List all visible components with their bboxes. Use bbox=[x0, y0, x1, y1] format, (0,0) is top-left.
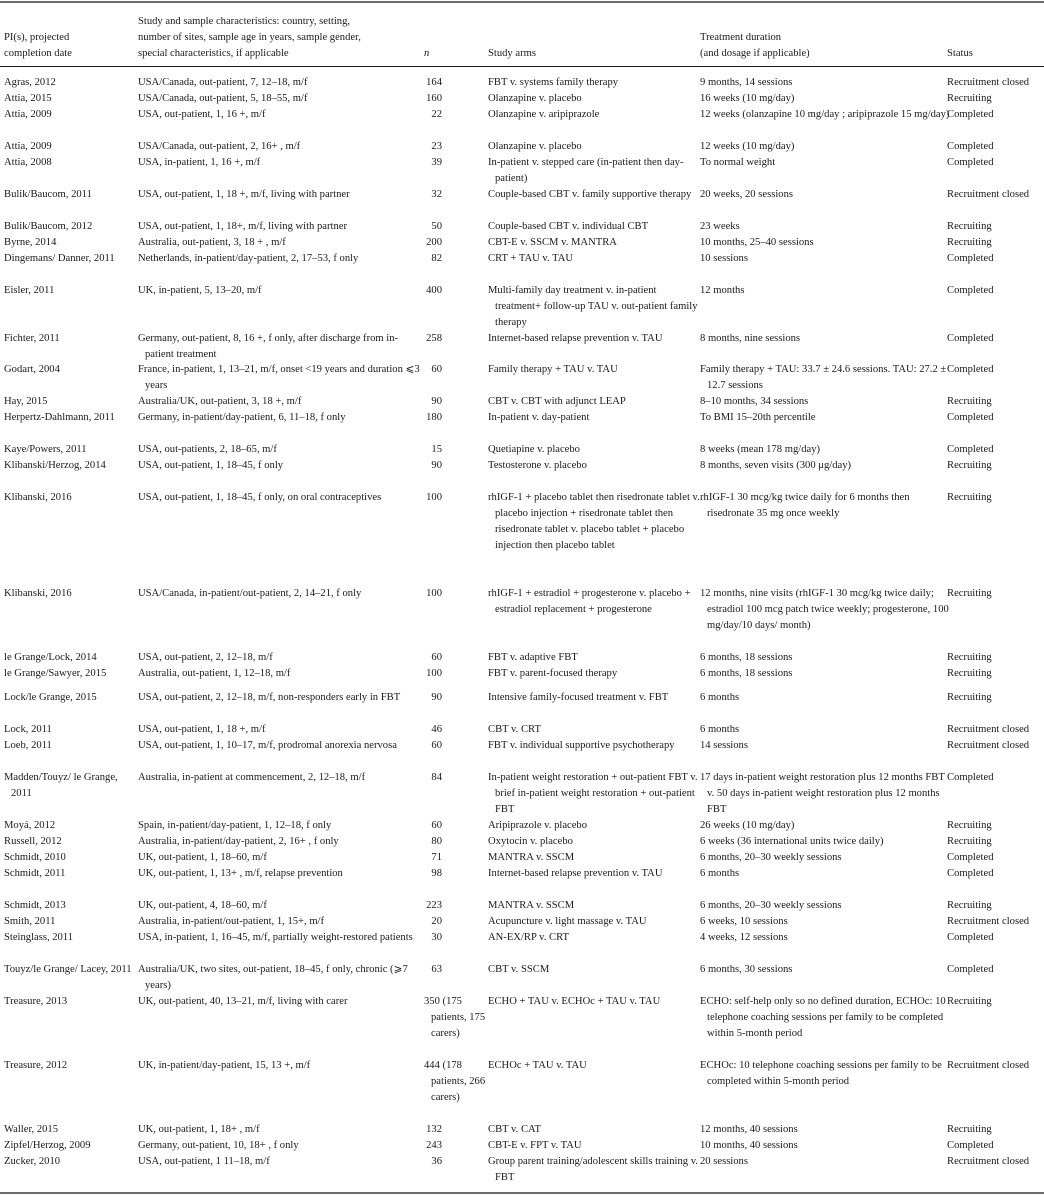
cell-n: 39 bbox=[431, 157, 442, 168]
table-header-rule bbox=[0, 66, 1044, 67]
cell-pi: Bulik/Baucom, 2012 bbox=[4, 221, 93, 232]
cell-status: Completed bbox=[947, 253, 994, 264]
header-arms bbox=[488, 6, 693, 62]
cell-arms: FBT v. individual supportive psychotherapy bbox=[488, 740, 675, 751]
cell-arms: MANTRA v. SSCM bbox=[488, 900, 575, 911]
cell-duration: 9 months, 14 sessions bbox=[700, 77, 793, 88]
cell-study: Australia, out-patient, 3, 18 + , m/f bbox=[138, 237, 286, 248]
cell-pi: Steinglass, 2011 bbox=[4, 932, 74, 943]
cell-duration: 10 months, 25–40 sessions bbox=[700, 237, 814, 248]
cell-study: USA, out-patients, 2, 18–65, m/f bbox=[138, 444, 277, 455]
cell-arms: Internet-based relapse prevention v. TAU bbox=[488, 868, 663, 879]
cell-duration: To BMI 15–20th percentile bbox=[700, 412, 816, 423]
cell-arms: FBT v. systems family therapy bbox=[488, 77, 619, 88]
cell-arms: ECHOc + TAU v. TAU bbox=[488, 1060, 587, 1071]
cell-arms: CBT v. CBT with adjunct LEAP bbox=[488, 396, 626, 407]
cell-n: 15 bbox=[431, 444, 442, 455]
cell-arms: Family therapy + TAU v. TAU bbox=[488, 364, 618, 375]
cell-pi: Moyá, 2012 bbox=[4, 820, 56, 831]
cell-study: USA, out-patient, 1, 18–45, f only bbox=[138, 460, 284, 471]
cell-duration: 6 months, 20–30 weekly sessions bbox=[700, 852, 842, 863]
cell-status: Recruitment closed bbox=[947, 724, 1030, 735]
cell-status: Completed bbox=[947, 364, 994, 375]
cell-duration: rhIGF-1 30 mcg/kg twice daily for 6 months then risedronate 35 mg once weekly bbox=[700, 492, 910, 519]
cell-status: Recruiting bbox=[947, 900, 992, 911]
cell-n: 22 bbox=[431, 109, 442, 120]
cell-arms: Intensive family-focused treatment v. FBT bbox=[488, 692, 669, 703]
cell-n: 100 bbox=[426, 492, 442, 503]
cell-n: 32 bbox=[431, 189, 442, 200]
cell-duration: 6 months, 30 sessions bbox=[700, 964, 793, 975]
header-arms-label: Study arms bbox=[488, 48, 536, 60]
cell-pi: Attia, 2009 bbox=[4, 109, 52, 120]
cell-study: USA, out-patient, 1 11–18, m/f bbox=[138, 1156, 270, 1167]
cell-duration: 6 months bbox=[700, 692, 740, 703]
cell-n: 258 bbox=[426, 333, 442, 344]
cell-arms: Oxytocin v. placebo bbox=[488, 836, 573, 847]
cell-pi: le Grange/Lock, 2014 bbox=[4, 652, 97, 663]
cell-duration: 12 weeks (10 mg/day) bbox=[700, 141, 795, 152]
cell-arms: CRT + TAU v. TAU bbox=[488, 253, 574, 264]
cell-n: 90 bbox=[431, 460, 442, 471]
cell-arms: Testosterone v. placebo bbox=[488, 460, 587, 471]
cell-arms: CBT v. CAT bbox=[488, 1124, 541, 1135]
cell-duration: 17 days in-patient weight restoration plus 12 months FBT v. 50 days in-patient weight restoration plus 12 months FBT bbox=[700, 772, 945, 815]
cell-status: Recruiting bbox=[947, 93, 992, 104]
cell-n: 90 bbox=[431, 692, 442, 703]
cell-n: 90 bbox=[431, 396, 442, 407]
header-study-line-1: Study and sample characteristics: country, setting, bbox=[138, 16, 351, 28]
cell-n: 100 bbox=[426, 668, 442, 679]
cell-duration: To normal weight bbox=[700, 157, 776, 168]
cell-pi: le Grange/Sawyer, 2015 bbox=[4, 668, 107, 679]
cell-n: 82 bbox=[431, 253, 442, 264]
cell-study: USA, out-patient, 1, 18+, m/f, living with partner bbox=[138, 221, 347, 232]
cell-n: 444 (178 patients, 266 carers) bbox=[424, 1060, 486, 1103]
cell-n: 180 bbox=[426, 412, 442, 423]
cell-study: Germany, out-patient, 8, 16 +, f only, after discharge from in-patient treatment bbox=[138, 333, 399, 360]
cell-status: Completed bbox=[947, 412, 994, 423]
cell-pi: Zipfel/Herzog, 2009 bbox=[4, 1140, 91, 1151]
cell-n: 132 bbox=[426, 1124, 442, 1135]
cell-study: UK, in-patient/day-patient, 15, 13 +, m/f bbox=[138, 1060, 311, 1071]
cell-arms: Olanzapine v. placebo bbox=[488, 93, 582, 104]
cell-n: 80 bbox=[431, 836, 442, 847]
cell-study: USA/Canada, in-patient/out-patient, 2, 14–21, f only bbox=[138, 588, 362, 599]
cell-study: USA, out-patient, 1, 18 +, m/f bbox=[138, 724, 266, 735]
cell-status: Recruiting bbox=[947, 836, 992, 847]
cell-arms: Quetiapine v. placebo bbox=[488, 444, 580, 455]
cell-status: Completed bbox=[947, 285, 994, 296]
header-duration-line-1: Treatment duration bbox=[700, 32, 782, 44]
cell-study: France, in-patient, 1, 13–21, m/f, onset <19 years and duration ⩽3 years bbox=[138, 364, 420, 391]
cell-study: USA, out-patient, 2, 12–18, m/f bbox=[138, 652, 273, 663]
cell-arms: In-patient weight restoration + out-patient FBT v. brief in-patient weight restoration + out-patient FBT bbox=[488, 772, 698, 815]
cell-n: 400 bbox=[426, 285, 442, 296]
cell-study: USA, in-patient, 1, 16–45, m/f, partially weight-restored patients bbox=[138, 932, 413, 943]
cell-pi: Zucker, 2010 bbox=[4, 1156, 61, 1167]
cell-pi: Bulik/Baucom, 2011 bbox=[4, 189, 92, 200]
cell-study: USA, out-patient, 2, 12–18, m/f, non-responders early in FBT bbox=[138, 692, 401, 703]
cell-n: 84 bbox=[431, 772, 442, 783]
cell-arms: CBT v. CRT bbox=[488, 724, 541, 735]
cell-n: 164 bbox=[426, 77, 442, 88]
cell-n: 98 bbox=[431, 868, 442, 879]
cell-status: Completed bbox=[947, 333, 994, 344]
cell-n: 63 bbox=[431, 964, 442, 975]
cell-status: Recruiting bbox=[947, 692, 992, 703]
cell-study: Spain, in-patient/day-patient, 1, 12–18, f only bbox=[138, 820, 332, 831]
cell-pi: Smith, 2011 bbox=[4, 916, 56, 927]
cell-n: 50 bbox=[431, 221, 442, 232]
cell-duration: 12 months, 40 sessions bbox=[700, 1124, 798, 1135]
table-bottom-rule bbox=[0, 1192, 1044, 1194]
cell-pi: Attia, 2009 bbox=[4, 141, 52, 152]
cell-duration: 12 months bbox=[700, 285, 745, 296]
cell-pi: Klibanski/Herzog, 2014 bbox=[4, 460, 106, 471]
cell-status: Completed bbox=[947, 1140, 994, 1151]
cell-study: Australia/UK, two sites, out-patient, 18–45, f only, chronic (⩾7 years) bbox=[138, 964, 408, 991]
cell-status: Completed bbox=[947, 932, 994, 943]
cell-study: UK, in-patient, 5, 13–20, m/f bbox=[138, 285, 262, 296]
cell-duration: 12 months, nine visits (rhIGF-1 30 mcg/kg twice daily; estradiol 100 mcg patch twice weekly; progesterone, 100 mg/day/10 days/ month) bbox=[700, 588, 949, 631]
cell-duration: 16 weeks (10 mg/day) bbox=[700, 93, 795, 104]
cell-status: Recruitment closed bbox=[947, 189, 1030, 200]
cell-status: Recruiting bbox=[947, 1124, 992, 1135]
cell-pi: Agras, 2012 bbox=[4, 77, 56, 88]
cell-study: Netherlands, in-patient/day-patient, 2, 17–53, f only bbox=[138, 253, 359, 264]
cell-pi: Dingemans/ Danner, 2011 bbox=[4, 253, 115, 264]
cell-arms: Internet-based relapse prevention v. TAU bbox=[488, 333, 663, 344]
cell-n: 30 bbox=[431, 932, 442, 943]
cell-pi: Schmidt, 2010 bbox=[4, 852, 66, 863]
cell-duration: 6 months, 18 sessions bbox=[700, 668, 793, 679]
cell-status: Completed bbox=[947, 157, 994, 168]
header-pi-line-1: PI(s), projected bbox=[4, 32, 70, 44]
cell-study: USA, in-patient, 1, 16 +, m/f bbox=[138, 157, 261, 168]
header-n-label: n bbox=[424, 48, 430, 60]
cell-status: Recruiting bbox=[947, 396, 992, 407]
cell-duration: 8–10 months, 34 sessions bbox=[700, 396, 809, 407]
cell-pi: Lock, 2011 bbox=[4, 724, 52, 735]
cell-duration: 26 weeks (10 mg/day) bbox=[700, 820, 795, 831]
cell-study: Australia/UK, out-patient, 3, 18 +, m/f bbox=[138, 396, 302, 407]
cell-study: Germany, in-patient/day-patient, 6, 11–18, f only bbox=[138, 412, 346, 423]
cell-study: Australia, in-patient/day-patient, 2, 16+ , f only bbox=[138, 836, 339, 847]
cell-study: USA/Canada, out-patient, 5, 18–55, m/f bbox=[138, 93, 308, 104]
header-study-line-2: number of sites, sample age in years, sample gender, bbox=[138, 32, 361, 44]
cell-status: Completed bbox=[947, 141, 994, 152]
cell-status: Recruiting bbox=[947, 588, 992, 599]
cell-duration: 8 months, nine sessions bbox=[700, 333, 801, 344]
header-duration-line-2: (and dosage if applicable) bbox=[700, 48, 810, 60]
cell-status: Recruiting bbox=[947, 237, 992, 248]
header-study bbox=[138, 6, 438, 62]
cell-status: Recruiting bbox=[947, 221, 992, 232]
cell-pi: Klibanski, 2016 bbox=[4, 588, 72, 599]
cell-status: Recruitment closed bbox=[947, 1156, 1030, 1167]
cell-n: 60 bbox=[431, 740, 442, 751]
cell-n: 20 bbox=[431, 916, 442, 927]
cell-status: Recruitment closed bbox=[947, 77, 1030, 88]
cell-arms: Couple-based CBT v. family supportive therapy bbox=[488, 189, 692, 200]
cell-duration: 14 sessions bbox=[700, 740, 748, 751]
cell-study: Australia, in-patient/out-patient, 1, 15+, m/f bbox=[138, 916, 325, 927]
cell-pi: Attia, 2008 bbox=[4, 157, 52, 168]
cell-status: Completed bbox=[947, 964, 994, 975]
cell-pi: Waller, 2015 bbox=[4, 1124, 59, 1135]
cell-status: Recruiting bbox=[947, 460, 992, 471]
cell-pi: Russell, 2012 bbox=[4, 836, 62, 847]
cell-n: 223 bbox=[426, 900, 442, 911]
cell-pi: Byrne, 2014 bbox=[4, 237, 57, 248]
header-status-label: Status bbox=[947, 48, 973, 60]
header-duration bbox=[700, 6, 945, 62]
cell-pi: Attia, 2015 bbox=[4, 93, 52, 104]
cell-status: Completed bbox=[947, 852, 994, 863]
cell-arms: ECHO + TAU v. ECHOc + TAU v. TAU bbox=[488, 996, 661, 1007]
cell-status: Completed bbox=[947, 868, 994, 879]
cell-duration: 10 sessions bbox=[700, 253, 748, 264]
cell-duration: 6 months bbox=[700, 724, 740, 735]
cell-duration: 8 weeks (mean 178 mg/day) bbox=[700, 444, 821, 455]
cell-arms: Couple-based CBT v. individual CBT bbox=[488, 221, 649, 232]
cell-n: 46 bbox=[431, 724, 442, 735]
cell-pi: Schmidt, 2011 bbox=[4, 868, 66, 879]
cell-study: UK, out-patient, 1, 13+ , m/f, relapse prevention bbox=[138, 868, 343, 879]
cell-pi: Kaye/Powers, 2011 bbox=[4, 444, 87, 455]
cell-arms: Olanzapine v. placebo bbox=[488, 141, 582, 152]
cell-arms: CBT-E v. FPT v. TAU bbox=[488, 1140, 582, 1151]
cell-duration: 6 months, 20–30 weekly sessions bbox=[700, 900, 842, 911]
cell-n: 36 bbox=[431, 1156, 442, 1167]
cell-arms: FBT v. parent-focused therapy bbox=[488, 668, 618, 679]
header-n bbox=[424, 6, 454, 62]
cell-arms: rhIGF-1 + estradiol + progesterone v. placebo + estradiol replacement + progesterone bbox=[488, 588, 691, 615]
cell-study: UK, out-patient, 1, 18–60, m/f bbox=[138, 852, 267, 863]
cell-duration: ECHO: self-help only so no defined duration, ECHOc: 10 telephone coaching sessions per family to be completed within 5-month period bbox=[700, 996, 946, 1039]
cell-status: Recruiting bbox=[947, 996, 992, 1007]
cell-pi: Treasure, 2012 bbox=[4, 1060, 68, 1071]
cell-study: USA/Canada, out-patient, 2, 16+ , m/f bbox=[138, 141, 301, 152]
cell-arms: CBT-E v. SSCM v. MANTRA bbox=[488, 237, 617, 248]
cell-n: 60 bbox=[431, 652, 442, 663]
cell-arms: Olanzapine v. aripiprazole bbox=[488, 109, 600, 120]
cell-duration: 6 months, 18 sessions bbox=[700, 652, 793, 663]
cell-duration: 10 months, 40 sessions bbox=[700, 1140, 798, 1151]
cell-n: 71 bbox=[431, 852, 442, 863]
cell-n: 60 bbox=[431, 820, 442, 831]
cell-pi: Madden/Touyz/ le Grange, 2011 bbox=[4, 772, 118, 799]
cell-study: USA, out-patient, 1, 18–45, f only, on oral contraceptives bbox=[138, 492, 382, 503]
cell-status: Recruiting bbox=[947, 652, 992, 663]
header-status bbox=[947, 6, 1044, 62]
cell-status: Completed bbox=[947, 109, 994, 120]
cell-study: USA, out-patient, 1, 10–17, m/f, prodromal anorexia nervosa bbox=[138, 740, 397, 751]
cell-arms: Acupuncture v. light massage v. TAU bbox=[488, 916, 647, 927]
cell-duration: 6 weeks, 10 sessions bbox=[700, 916, 788, 927]
cell-pi: Fichter, 2011 bbox=[4, 333, 60, 344]
cell-status: Recruitment closed bbox=[947, 740, 1030, 751]
cell-n: 23 bbox=[431, 141, 442, 152]
cell-pi: Lock/le Grange, 2015 bbox=[4, 692, 97, 703]
cell-duration: 6 months bbox=[700, 868, 740, 879]
cell-status: Completed bbox=[947, 772, 994, 783]
cell-arms: Multi-family day treatment v. in-patient treatment+ follow-up TAU v. out-patient family therapy bbox=[488, 285, 698, 328]
cell-arms: Aripiprazole v. placebo bbox=[488, 820, 588, 831]
cell-arms: rhIGF-1 + placebo tablet then risedronate tablet v. placebo injection + risedronate tablet then risedronate tablet v. placebo tablet + placebo injection then placebo tablet bbox=[488, 492, 700, 551]
cell-pi: Hay, 2015 bbox=[4, 396, 48, 407]
cell-arms: In-patient v. stepped care (in-patient then day-patient) bbox=[488, 157, 684, 184]
header-study-line-3: special characteristics, if applicable bbox=[138, 48, 289, 60]
cell-pi: Touyz/le Grange/ Lacey, 2011 bbox=[4, 964, 132, 975]
cell-duration: 20 sessions bbox=[700, 1156, 748, 1167]
cell-duration: ECHOc: 10 telephone coaching sessions per family to be completed within 5-month period bbox=[700, 1060, 942, 1087]
cell-duration: 4 weeks, 12 sessions bbox=[700, 932, 788, 943]
cell-study: UK, out-patient, 40, 13–21, m/f, living with carer bbox=[138, 996, 348, 1007]
cell-duration: Family therapy + TAU: 33.7 ± 24.6 sessions. TAU: 27.2 ± 12.7 sessions bbox=[700, 364, 947, 391]
cell-status: Completed bbox=[947, 444, 994, 455]
cell-study: UK, out-patient, 1, 18+ , m/f bbox=[138, 1124, 260, 1135]
cell-pi: Godart, 2004 bbox=[4, 364, 60, 375]
cell-n: 200 bbox=[426, 237, 442, 248]
cell-arms: AN-EX/RP v. CRT bbox=[488, 932, 569, 943]
cell-duration: 12 weeks (olanzapine 10 mg/day ; aripiprazole 15 mg/day) bbox=[700, 109, 950, 120]
cell-n: 160 bbox=[426, 93, 442, 104]
cell-duration: 8 months, seven visits (300 μg/day) bbox=[700, 460, 852, 471]
cell-pi: Herpertz-Dahlmann, 2011 bbox=[4, 412, 115, 423]
cell-study: Germany, out-patient, 10, 18+ , f only bbox=[138, 1140, 299, 1151]
cell-study: USA, out-patient, 1, 18 +, m/f, living with partner bbox=[138, 189, 350, 200]
cell-arms: CBT v. SSCM bbox=[488, 964, 550, 975]
cell-n: 60 bbox=[431, 364, 442, 375]
cell-status: Recruiting bbox=[947, 668, 992, 679]
cell-study: UK, out-patient, 4, 18–60, m/f bbox=[138, 900, 267, 911]
cell-n: 100 bbox=[426, 588, 442, 599]
cell-duration: 23 weeks bbox=[700, 221, 740, 232]
cell-duration: 20 weeks, 20 sessions bbox=[700, 189, 793, 200]
cell-study: Australia, in-patient at commencement, 2, 12–18, m/f bbox=[138, 772, 366, 783]
cell-arms: In-patient v. day-patient bbox=[488, 412, 590, 423]
header-pi-line-2: completion date bbox=[4, 48, 72, 60]
cell-status: Recruitment closed bbox=[947, 1060, 1030, 1071]
cell-arms: MANTRA v. SSCM bbox=[488, 852, 575, 863]
table-top-rule bbox=[0, 1, 1044, 3]
cell-status: Recruiting bbox=[947, 492, 992, 503]
cell-status: Recruiting bbox=[947, 820, 992, 831]
cell-duration: 6 weeks (36 international units twice daily) bbox=[700, 836, 884, 847]
cell-arms: FBT v. adaptive FBT bbox=[488, 652, 578, 663]
cell-pi: Eisler, 2011 bbox=[4, 285, 55, 296]
cell-study: Australia, out-patient, 1, 12–18, m/f bbox=[138, 668, 291, 679]
cell-n: 243 bbox=[426, 1140, 442, 1151]
cell-study: USA/Canada, out-patient, 7, 12–18, m/f bbox=[138, 77, 308, 88]
cell-pi: Treasure, 2013 bbox=[4, 996, 68, 1007]
cell-arms: Group parent training/adolescent skills training v. FBT bbox=[488, 1156, 698, 1183]
cell-n: 350 (175 patients, 175 carers) bbox=[424, 996, 486, 1039]
header-pi bbox=[4, 6, 134, 62]
cell-pi: Loeb, 2011 bbox=[4, 740, 52, 751]
cell-study: USA, out-patient, 1, 16 +, m/f bbox=[138, 109, 266, 120]
cell-status: Recruitment closed bbox=[947, 916, 1030, 927]
cell-pi: Schmidt, 2013 bbox=[4, 900, 66, 911]
cell-pi: Klibanski, 2016 bbox=[4, 492, 72, 503]
